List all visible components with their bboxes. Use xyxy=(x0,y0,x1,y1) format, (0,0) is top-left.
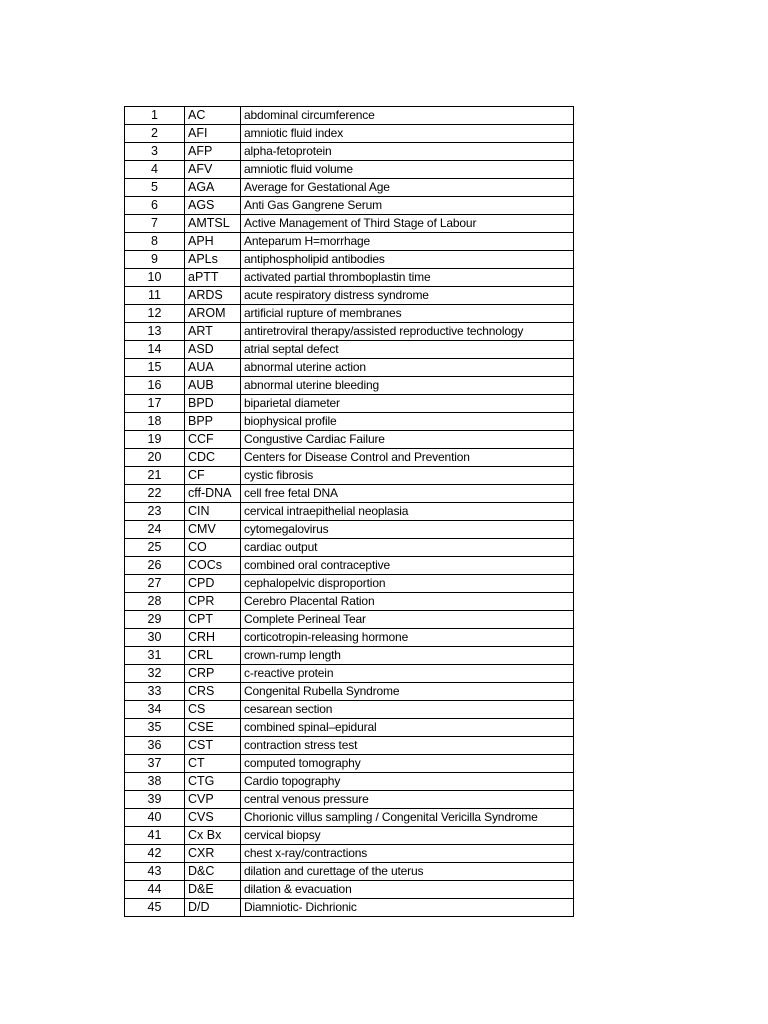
row-number-cell: 17 xyxy=(125,395,185,413)
table-row xyxy=(125,791,574,809)
row-number-cell: 14 xyxy=(125,341,185,359)
abbreviation-cell: ART xyxy=(185,323,241,341)
table-row xyxy=(125,755,574,773)
abbreviation-cell: AUB xyxy=(185,377,241,395)
table-row xyxy=(125,539,574,557)
row-number-cell: 1 xyxy=(125,107,185,125)
abbreviation-cell: CIN xyxy=(185,503,241,521)
meaning-cell: Diamniotic- Dichrionic xyxy=(241,899,574,917)
abbreviation-cell: D&E xyxy=(185,881,241,899)
row-number-cell: 40 xyxy=(125,809,185,827)
table-row xyxy=(125,899,574,917)
meaning-cell: cesarean section xyxy=(241,701,574,719)
table-row xyxy=(125,305,574,323)
meaning-cell: Cardio topography xyxy=(241,773,574,791)
meaning-cell: Centers for Disease Control and Prevention xyxy=(241,449,574,467)
table-row xyxy=(125,233,574,251)
row-number-cell: 20 xyxy=(125,449,185,467)
abbreviation-cell: CMV xyxy=(185,521,241,539)
abbreviation-cell: BPP xyxy=(185,413,241,431)
meaning-cell: combined spinal–epidural xyxy=(241,719,574,737)
row-number-cell: 22 xyxy=(125,485,185,503)
abbreviation-cell: APLs xyxy=(185,251,241,269)
table-row xyxy=(125,863,574,881)
meaning-cell: c-reactive protein xyxy=(241,665,574,683)
abbreviation-table xyxy=(124,106,574,917)
meaning-cell: cytomegalovirus xyxy=(241,521,574,539)
table-row xyxy=(125,611,574,629)
abbreviation-cell: CSE xyxy=(185,719,241,737)
row-number-cell: 34 xyxy=(125,701,185,719)
row-number-cell: 21 xyxy=(125,467,185,485)
meaning-cell: dilation and curettage of the uterus xyxy=(241,863,574,881)
meaning-cell: biparietal diameter xyxy=(241,395,574,413)
meaning-cell: cephalopelvic disproportion xyxy=(241,575,574,593)
meaning-cell: chest x-ray/contractions xyxy=(241,845,574,863)
row-number-cell: 11 xyxy=(125,287,185,305)
table-row xyxy=(125,395,574,413)
table-row xyxy=(125,503,574,521)
table-row xyxy=(125,773,574,791)
meaning-cell: Cerebro Placental Ration xyxy=(241,593,574,611)
meaning-cell: crown-rump length xyxy=(241,647,574,665)
abbreviation-cell: CST xyxy=(185,737,241,755)
abbreviation-cell: CVS xyxy=(185,809,241,827)
abbreviation-cell: D&C xyxy=(185,863,241,881)
meaning-cell: Active Management of Third Stage of Labour xyxy=(241,215,574,233)
row-number-cell: 33 xyxy=(125,683,185,701)
row-number-cell: 26 xyxy=(125,557,185,575)
row-number-cell: 6 xyxy=(125,197,185,215)
abbreviation-cell: CPT xyxy=(185,611,241,629)
meaning-cell: Congustive Cardiac Failure xyxy=(241,431,574,449)
abbreviation-cell: CTG xyxy=(185,773,241,791)
table-row xyxy=(125,737,574,755)
abbreviation-cell: CRS xyxy=(185,683,241,701)
table-row xyxy=(125,107,574,125)
abbreviation-cell: CF xyxy=(185,467,241,485)
table-row xyxy=(125,629,574,647)
row-number-cell: 25 xyxy=(125,539,185,557)
meaning-cell: cell free fetal DNA xyxy=(241,485,574,503)
abbreviation-cell: D/D xyxy=(185,899,241,917)
abbreviation-cell: cff-DNA xyxy=(185,485,241,503)
abbreviation-cell: COCs xyxy=(185,557,241,575)
table-row xyxy=(125,845,574,863)
row-number-cell: 31 xyxy=(125,647,185,665)
row-number-cell: 36 xyxy=(125,737,185,755)
abbreviation-cell: AMTSL xyxy=(185,215,241,233)
abbreviation-cell: APH xyxy=(185,233,241,251)
meaning-cell: corticotropin-releasing hormone xyxy=(241,629,574,647)
meaning-cell: cystic fibrosis xyxy=(241,467,574,485)
table-row xyxy=(125,449,574,467)
table-row xyxy=(125,881,574,899)
abbreviation-cell: AFP xyxy=(185,143,241,161)
abbreviation-cell: BPD xyxy=(185,395,241,413)
table-row xyxy=(125,557,574,575)
meaning-cell: cervical biopsy xyxy=(241,827,574,845)
table-row xyxy=(125,323,574,341)
meaning-cell: artificial rupture of membranes xyxy=(241,305,574,323)
abbreviation-cell: CVP xyxy=(185,791,241,809)
abbreviation-cell: CO xyxy=(185,539,241,557)
table-row xyxy=(125,827,574,845)
abbreviation-cell: CPR xyxy=(185,593,241,611)
meaning-cell: alpha-fetoprotein xyxy=(241,143,574,161)
meaning-cell: Congenital Rubella Syndrome xyxy=(241,683,574,701)
meaning-cell: acute respiratory distress syndrome xyxy=(241,287,574,305)
table-row xyxy=(125,467,574,485)
meaning-cell: Average for Gestational Age xyxy=(241,179,574,197)
table-row xyxy=(125,431,574,449)
meaning-cell: central venous pressure xyxy=(241,791,574,809)
row-number-cell: 37 xyxy=(125,755,185,773)
abbreviation-cell: ASD xyxy=(185,341,241,359)
table-row xyxy=(125,485,574,503)
meaning-cell: activated partial thromboplastin time xyxy=(241,269,574,287)
row-number-cell: 38 xyxy=(125,773,185,791)
table-row xyxy=(125,809,574,827)
table-row xyxy=(125,251,574,269)
row-number-cell: 4 xyxy=(125,161,185,179)
meaning-cell: Chorionic villus sampling / Congenital Vericilla Syndrome xyxy=(241,809,574,827)
row-number-cell: 5 xyxy=(125,179,185,197)
table-row xyxy=(125,341,574,359)
abbreviation-cell: AGS xyxy=(185,197,241,215)
abbreviation-cell: aPTT xyxy=(185,269,241,287)
table-row xyxy=(125,161,574,179)
meaning-cell: amniotic fluid volume xyxy=(241,161,574,179)
meaning-cell: Complete Perineal Tear xyxy=(241,611,574,629)
abbreviation-cell: AFI xyxy=(185,125,241,143)
table-row xyxy=(125,125,574,143)
row-number-cell: 44 xyxy=(125,881,185,899)
meaning-cell: Anti Gas Gangrene Serum xyxy=(241,197,574,215)
row-number-cell: 45 xyxy=(125,899,185,917)
table-row xyxy=(125,647,574,665)
meaning-cell: combined oral contraceptive xyxy=(241,557,574,575)
table-row xyxy=(125,521,574,539)
meaning-cell: antiphospholipid antibodies xyxy=(241,251,574,269)
meaning-cell: cardiac output xyxy=(241,539,574,557)
abbreviation-cell: AUA xyxy=(185,359,241,377)
table-row xyxy=(125,575,574,593)
row-number-cell: 3 xyxy=(125,143,185,161)
table-row xyxy=(125,287,574,305)
meaning-cell: amniotic fluid index xyxy=(241,125,574,143)
meaning-cell: dilation & evacuation xyxy=(241,881,574,899)
abbreviation-cell: CRP xyxy=(185,665,241,683)
meaning-cell: contraction stress test xyxy=(241,737,574,755)
abbreviation-cell: AGA xyxy=(185,179,241,197)
table-row xyxy=(125,359,574,377)
row-number-cell: 12 xyxy=(125,305,185,323)
table-row xyxy=(125,215,574,233)
row-number-cell: 28 xyxy=(125,593,185,611)
abbreviation-cell: CS xyxy=(185,701,241,719)
meaning-cell: cervical intraepithelial neoplasia xyxy=(241,503,574,521)
table-row xyxy=(125,719,574,737)
table-row xyxy=(125,683,574,701)
row-number-cell: 18 xyxy=(125,413,185,431)
meaning-cell: Anteparum H=morrhage xyxy=(241,233,574,251)
row-number-cell: 2 xyxy=(125,125,185,143)
table-row xyxy=(125,593,574,611)
abbreviation-cell: AROM xyxy=(185,305,241,323)
row-number-cell: 43 xyxy=(125,863,185,881)
meaning-cell: antiretroviral therapy/assisted reproductive technology xyxy=(241,323,574,341)
abbreviation-cell: AC xyxy=(185,107,241,125)
row-number-cell: 29 xyxy=(125,611,185,629)
row-number-cell: 42 xyxy=(125,845,185,863)
meaning-cell: biophysical profile xyxy=(241,413,574,431)
table-row xyxy=(125,665,574,683)
abbreviation-cell: CPD xyxy=(185,575,241,593)
meaning-cell: abnormal uterine action xyxy=(241,359,574,377)
row-number-cell: 19 xyxy=(125,431,185,449)
row-number-cell: 41 xyxy=(125,827,185,845)
abbreviation-cell: CRL xyxy=(185,647,241,665)
abbreviation-cell: CXR xyxy=(185,845,241,863)
row-number-cell: 30 xyxy=(125,629,185,647)
table-row xyxy=(125,269,574,287)
meaning-cell: computed tomography xyxy=(241,755,574,773)
row-number-cell: 35 xyxy=(125,719,185,737)
row-number-cell: 8 xyxy=(125,233,185,251)
table-row xyxy=(125,413,574,431)
table-row xyxy=(125,197,574,215)
row-number-cell: 39 xyxy=(125,791,185,809)
row-number-cell: 9 xyxy=(125,251,185,269)
abbreviation-cell: Cx Bx xyxy=(185,827,241,845)
table-row xyxy=(125,377,574,395)
abbreviation-cell: CCF xyxy=(185,431,241,449)
row-number-cell: 7 xyxy=(125,215,185,233)
abbreviation-cell: ARDS xyxy=(185,287,241,305)
meaning-cell: atrial septal defect xyxy=(241,341,574,359)
row-number-cell: 32 xyxy=(125,665,185,683)
table-row xyxy=(125,143,574,161)
row-number-cell: 24 xyxy=(125,521,185,539)
row-number-cell: 16 xyxy=(125,377,185,395)
table-row xyxy=(125,701,574,719)
abbreviation-cell: CDC xyxy=(185,449,241,467)
row-number-cell: 10 xyxy=(125,269,185,287)
table-row xyxy=(125,179,574,197)
meaning-cell: abnormal uterine bleeding xyxy=(241,377,574,395)
abbreviation-cell: AFV xyxy=(185,161,241,179)
row-number-cell: 15 xyxy=(125,359,185,377)
abbreviation-cell: CT xyxy=(185,755,241,773)
row-number-cell: 27 xyxy=(125,575,185,593)
meaning-cell: abdominal circumference xyxy=(241,107,574,125)
abbreviation-cell: CRH xyxy=(185,629,241,647)
row-number-cell: 13 xyxy=(125,323,185,341)
abbreviation-table-body xyxy=(125,107,574,917)
row-number-cell: 23 xyxy=(125,503,185,521)
